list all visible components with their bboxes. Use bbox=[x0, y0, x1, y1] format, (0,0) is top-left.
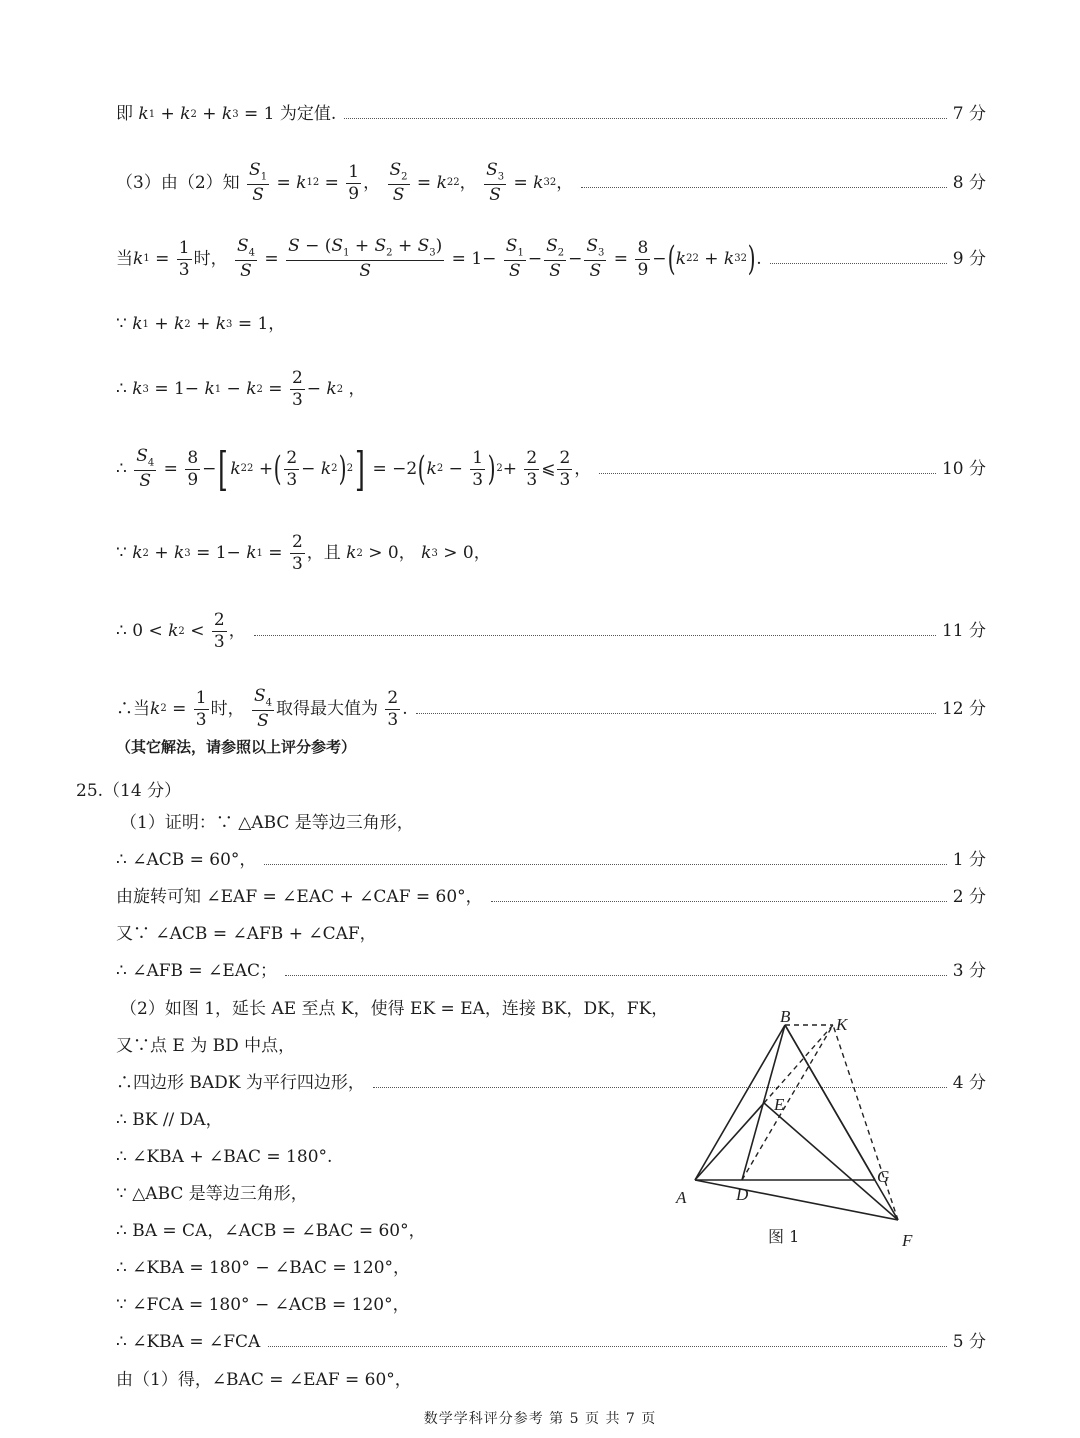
score-label: 4 分 bbox=[952, 1073, 986, 1093]
proof-line bbox=[116, 1149, 332, 1166]
formula-k2-range: ∴ 0 < k 2 < $\frac{2}{3}$ ， bbox=[116, 610, 246, 652]
segment-ef bbox=[764, 1103, 898, 1220]
formula-k2-k3-condition: ∵ k 2 + k 3 = 1− k 1 = $\frac{2}{3}$ ，且 k 2 > 0， k 3 > 0， bbox=[116, 532, 491, 574]
point-label-c: G bbox=[877, 1167, 890, 1186]
answer-line-4 bbox=[116, 316, 285, 333]
proof-line bbox=[116, 1038, 295, 1055]
dot-leader bbox=[491, 901, 947, 902]
answer-line-1 bbox=[116, 106, 986, 123]
dot-leader bbox=[344, 118, 946, 119]
point-label-e: E bbox=[774, 1095, 785, 1114]
answer-line-2 bbox=[116, 162, 986, 204]
dot-leader bbox=[416, 713, 936, 714]
segment-ae bbox=[695, 1103, 764, 1180]
proof-line bbox=[116, 926, 377, 943]
proof-text: 又∵点 E 为 BD 中点， bbox=[116, 1036, 296, 1056]
segment-ab bbox=[695, 1025, 785, 1180]
formula-k-sum-constant: 即 k 1 + k 2 + k 3 = 1 为定值. bbox=[116, 104, 337, 124]
proof-text: ∴四边形 BADK 为平行四边形， bbox=[116, 1073, 365, 1093]
score-label: 10 分 bbox=[941, 458, 986, 479]
dot-leader bbox=[264, 864, 946, 865]
alternate-solution-note: （其它解法，请参照以上评分参考） bbox=[116, 738, 357, 756]
proof-line bbox=[116, 1260, 410, 1277]
proof-text: ∴ ∠ACB = 60°， bbox=[116, 850, 257, 870]
proof-line bbox=[120, 815, 414, 832]
proof-line bbox=[116, 852, 986, 869]
score-label: 1 分 bbox=[952, 850, 986, 870]
proof-text: （2）如图 1，延长 AE 至点 K，使得 EK = EA，连接 BK，DK，FK， bbox=[120, 999, 669, 1019]
answer-line-8 bbox=[116, 612, 986, 651]
dot-leader bbox=[254, 635, 936, 636]
answer-line-7 bbox=[116, 534, 491, 573]
proof-text: ∴ ∠KBA + ∠BAC = 180°. bbox=[116, 1147, 333, 1167]
formula-s4-ratio: 当 k 1 = $\frac{1}{3}$ 时， $\frac{S_4}{S}$ = $\frac{S - (S_1 + S_2 + S_3)}{S}$ = 1− $\frac{S_1}{S}$ − $\frac{S_2}{S}$ − $\frac{S_3}{S}$ = $\frac{8}{9}$ − ( k 2 2 + k 3 2 ) . bbox=[116, 236, 762, 282]
score-label: 12 分 bbox=[941, 698, 986, 719]
dot-leader bbox=[770, 263, 947, 264]
score-label: 9 分 bbox=[952, 248, 986, 269]
point-label-a: A bbox=[676, 1188, 687, 1207]
proof-text: ∴ ∠KBA = ∠FCA bbox=[116, 1332, 261, 1352]
score-label: 11 分 bbox=[941, 621, 986, 641]
score-label: 8 分 bbox=[952, 172, 986, 193]
answer-line-9 bbox=[116, 688, 986, 730]
proof-line bbox=[116, 889, 986, 906]
score-label: 3 分 bbox=[952, 961, 986, 981]
dot-leader bbox=[285, 975, 947, 976]
page-footer: 数学学科评分参考 第 5 页 共 7 页 bbox=[423, 1411, 657, 1427]
proof-text: ∴ ∠KBA = 180° − ∠BAC = 120°， bbox=[116, 1258, 411, 1278]
proof-line bbox=[116, 1334, 986, 1351]
score-label: 2 分 bbox=[952, 887, 986, 907]
proof-line bbox=[116, 1186, 308, 1203]
proof-text: 又∵ ∠ACB = ∠AFB + ∠CAF， bbox=[116, 924, 377, 944]
proof-text: ∴ ∠AFB = ∠EAC； bbox=[116, 961, 278, 981]
formula-k3-expression: ∴ k 3 = 1− k 1 − k 2 = $\frac{2}{3}$ − k 2 ， bbox=[116, 368, 366, 410]
formula-max-value: ∴当 k 2 = $\frac{1}{3}$ 时， $\frac{S_4}{S}$ 取得最大值为 $\frac{2}{3}$ . bbox=[116, 686, 408, 732]
answer-line-6 bbox=[116, 441, 986, 496]
proof-text: 由旋转可知 ∠EAF = ∠EAC + ∠CAF = 60°， bbox=[116, 887, 483, 907]
dot-leader bbox=[599, 473, 936, 474]
proof-text: ∴ BA = CA，∠ACB = ∠BAC = 60°， bbox=[116, 1221, 426, 1241]
formula-s4-maximum: ∴ $\frac{S_4}{S}$ = $\frac{8}{9}$ − [ k 2 2 + ( $\frac{2}{3}$ − k 2 ) 2 ] = −2 ( k 2 − $\frac{1}{3}$ ) 2 + $\frac{2}{3}$ ⩽ $\frac{2}{3}$ ， bbox=[116, 441, 592, 496]
point-label-b: B bbox=[780, 1007, 791, 1026]
formula-k-sum: ∵ k 1 + k 2 + k 3 = 1， bbox=[116, 314, 286, 334]
figure-caption: 图 1 bbox=[768, 1227, 800, 1246]
segment-dk bbox=[742, 1025, 833, 1180]
proof-line bbox=[116, 1112, 223, 1129]
proof-line bbox=[116, 963, 986, 980]
point-label-d: D bbox=[736, 1185, 749, 1204]
proof-text: 由（1）得，∠BAC = ∠EAF = 60°， bbox=[116, 1370, 412, 1390]
proof-text: ∵ △ABC 是等边三角形， bbox=[116, 1184, 308, 1204]
question-25-title: 25.（14 分） bbox=[76, 781, 182, 801]
score-label: 7 分 bbox=[952, 104, 986, 124]
segment-af bbox=[695, 1180, 898, 1220]
point-label-k: K bbox=[836, 1015, 848, 1034]
geometry-figure bbox=[660, 1000, 930, 1260]
segment-bf bbox=[785, 1025, 898, 1220]
answer-line-3 bbox=[116, 238, 986, 280]
proof-line bbox=[116, 1372, 412, 1389]
point-label-f: F bbox=[902, 1231, 913, 1250]
dot-leader bbox=[268, 1346, 946, 1347]
proof-line bbox=[120, 1001, 668, 1018]
proof-line bbox=[116, 1223, 426, 1240]
answer-line-5 bbox=[116, 370, 366, 409]
dot-leader bbox=[581, 187, 947, 188]
proof-text: （1）证明：∵ △ABC 是等边三角形， bbox=[120, 813, 414, 833]
proof-text: ∴ BK // DA， bbox=[116, 1110, 223, 1130]
score-label: 5 分 bbox=[952, 1332, 986, 1352]
proof-text: ∵ ∠FCA = 180° − ∠ACB = 120°， bbox=[116, 1295, 410, 1315]
formula-area-ratios: （3）由（2）知 $\frac{S_1}{S}$ = k 1 2 = $\frac{1}{9}$ ， $\frac{S_2}{S}$ = k 2 2 ， $\frac{S_3}{S}$ = k 3 2 ， bbox=[116, 160, 574, 206]
proof-line bbox=[116, 1297, 410, 1314]
